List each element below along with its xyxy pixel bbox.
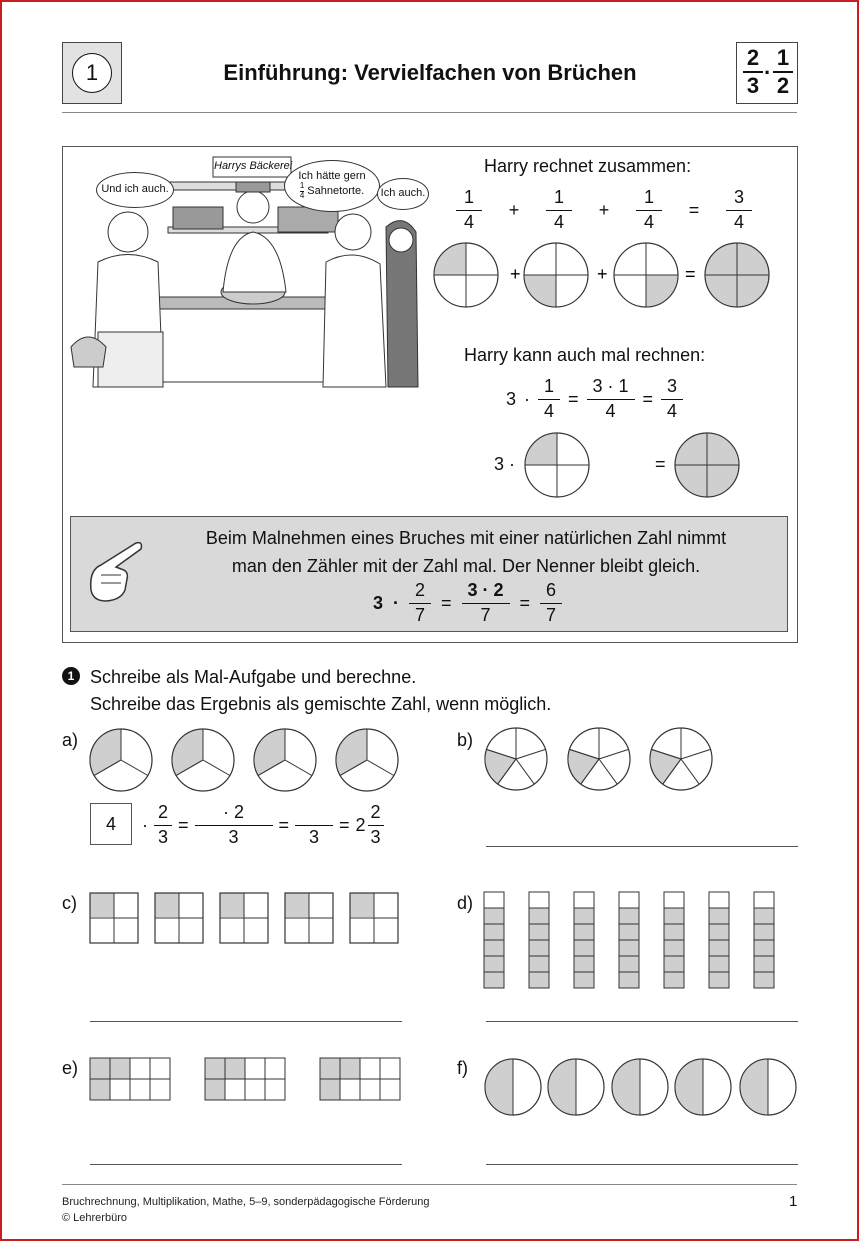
grid-quarter-4 bbox=[285, 893, 333, 943]
page-number: 1 bbox=[789, 1193, 798, 1210]
mult-mid-den: 4 bbox=[605, 401, 616, 422]
bubble-frac-num: 1 bbox=[299, 181, 305, 191]
half-pie-2 bbox=[548, 1059, 604, 1115]
mult-eq1: = bbox=[568, 389, 579, 410]
strip-5 bbox=[664, 892, 684, 988]
rule-res-num: 6 bbox=[546, 580, 557, 600]
rule-eq1: = bbox=[441, 593, 452, 614]
task-a-mid-num: · 2 bbox=[223, 802, 245, 822]
mult-den: 4 bbox=[544, 401, 555, 422]
task-d-strips bbox=[482, 890, 782, 994]
mult-factor: 3 bbox=[506, 389, 517, 410]
pie-three-quarters-mult bbox=[675, 433, 739, 497]
footer-line1: Bruchrechnung, Multiplikation, Mathe, 5–9, sonderpädagogische Förderung bbox=[62, 1196, 430, 1208]
third-pie-1 bbox=[90, 729, 152, 791]
logo-dot: · bbox=[764, 60, 772, 85]
pie-quarter-1 bbox=[434, 243, 498, 307]
task-f-answer-line[interactable] bbox=[486, 1164, 798, 1165]
logo-a-den: 3 bbox=[746, 73, 760, 98]
grid-quarter-3 bbox=[220, 893, 268, 943]
strip-7 bbox=[754, 892, 774, 988]
mult-eq2: = bbox=[642, 389, 654, 410]
task-a-res-num: 2 bbox=[370, 802, 381, 822]
rule-den: 7 bbox=[415, 605, 426, 626]
exercise-bullet: 1 bbox=[62, 667, 80, 685]
task-e-label: e) bbox=[62, 1058, 79, 1078]
fifth-pie-1 bbox=[485, 728, 547, 790]
task-a-num: 2 bbox=[157, 802, 168, 822]
pie-equals: = bbox=[655, 454, 666, 474]
footer-copyright: © Lehrerbüro bbox=[62, 1212, 127, 1224]
pointing-hand-icon bbox=[81, 535, 151, 605]
sum-frac2-num: 1 bbox=[553, 187, 564, 207]
grid-eighths-2 bbox=[205, 1058, 285, 1100]
logo-a-num: 2 bbox=[746, 45, 760, 70]
task-a-res-den: 3 bbox=[370, 827, 381, 848]
pie-quarter-2 bbox=[524, 243, 588, 307]
task-c-label: c) bbox=[62, 893, 77, 913]
pie-three-quarters bbox=[705, 243, 769, 307]
fifth-pie-3 bbox=[650, 728, 712, 790]
rule-mid-num: 3 · 2 bbox=[467, 580, 504, 600]
mult-dot: · bbox=[524, 389, 531, 410]
task-b-answer-line[interactable] bbox=[486, 846, 798, 847]
task-b-pies bbox=[483, 726, 718, 792]
addition-pies bbox=[432, 240, 774, 310]
rule-res-den: 7 bbox=[546, 605, 557, 626]
half-pie-3 bbox=[612, 1059, 668, 1115]
task-c-answer-line[interactable] bbox=[90, 1021, 402, 1022]
grid-quarter-2 bbox=[155, 893, 203, 943]
rule-line2: man den Zähler mit der Zahl mal. Der Nenner bleibt gleich. bbox=[231, 556, 701, 576]
multiplication-pies bbox=[524, 430, 744, 502]
task-a-dot: · bbox=[142, 815, 148, 836]
sum-result-num: 3 bbox=[733, 187, 744, 207]
svg-text:=: = bbox=[685, 264, 696, 284]
heading-multiplication: Harry kann auch mal rechnen: bbox=[464, 345, 706, 365]
logo-b-num: 1 bbox=[776, 45, 790, 70]
task-c-grids bbox=[88, 891, 406, 947]
grid-eighths-3 bbox=[320, 1058, 400, 1100]
sum-frac3-den: 4 bbox=[643, 212, 654, 233]
rule-num: 2 bbox=[415, 580, 426, 600]
speech-bubble-right: Ich auch. bbox=[377, 178, 429, 210]
speech-bubble-middle bbox=[284, 160, 380, 212]
sum-frac3-num: 1 bbox=[643, 187, 654, 207]
half-pie-4 bbox=[675, 1059, 731, 1115]
task-a-blank-den: 3 bbox=[309, 827, 320, 848]
task-a-equation bbox=[142, 803, 384, 848]
third-pie-2 bbox=[172, 729, 234, 791]
bubble-frac-den: 4 bbox=[299, 191, 305, 201]
speech-bubble-left: Und ich auch. bbox=[96, 172, 174, 208]
task-a-label: a) bbox=[62, 730, 79, 750]
task-e-grids bbox=[88, 1056, 406, 1104]
fraction-logo bbox=[736, 42, 798, 104]
mult-num: 1 bbox=[544, 376, 555, 396]
task-f-pies bbox=[483, 1056, 801, 1118]
shop-sign: Harrys Bäckerei bbox=[214, 160, 293, 172]
footer-rule bbox=[62, 1184, 797, 1185]
plus-sign-2: + bbox=[598, 200, 610, 221]
task-a-answer-box[interactable]: 4 bbox=[90, 803, 132, 845]
fifth-pie-2 bbox=[568, 728, 630, 790]
grid-quarter-1 bbox=[90, 893, 138, 943]
strip-2 bbox=[529, 892, 549, 988]
svg-text:+: + bbox=[510, 264, 521, 284]
logo-b-den: 2 bbox=[776, 73, 790, 98]
task-a-mid-den: 3 bbox=[228, 827, 239, 848]
pie-factor: 3 · bbox=[494, 454, 516, 474]
chapter-number-box bbox=[62, 42, 122, 104]
bubble-middle-line2: Sahnetorte. bbox=[307, 184, 365, 197]
mult-mid-num: 3 · 1 bbox=[592, 376, 629, 396]
rule-mid-den: 7 bbox=[480, 605, 491, 626]
task-b-label: b) bbox=[457, 730, 474, 750]
rule-line1: Beim Malnehmen eines Bruches mit einer natürlichen Zahl nimmt bbox=[205, 528, 727, 548]
svg-text:+: + bbox=[597, 264, 608, 284]
strip-3 bbox=[574, 892, 594, 988]
plus-sign-1: + bbox=[508, 200, 520, 221]
task-a-eq3: = bbox=[339, 815, 350, 836]
exercise-line1: Schreibe als Mal-Aufgabe und berechne. bbox=[90, 667, 417, 687]
strip-1 bbox=[484, 892, 504, 988]
strip-6 bbox=[709, 892, 729, 988]
strip-4 bbox=[619, 892, 639, 988]
exercise-line2: Schreibe das Ergebnis als gemischte Zahl, wenn möglich. bbox=[90, 694, 552, 714]
task-a-eq1: = bbox=[178, 815, 189, 836]
half-pie-1 bbox=[485, 1059, 541, 1115]
task-a-eq2: = bbox=[278, 815, 290, 836]
header-rule bbox=[62, 112, 797, 113]
task-a-den: 3 bbox=[157, 827, 168, 848]
rule-example bbox=[373, 581, 562, 626]
rule-factor: 3 bbox=[373, 593, 384, 614]
equals-sign: = bbox=[688, 200, 700, 221]
grid-eighths-1 bbox=[90, 1058, 170, 1100]
bubble-middle-line1: Ich hätte gern bbox=[298, 169, 366, 182]
pie-quarter-mult bbox=[525, 433, 589, 497]
addition-equation bbox=[456, 188, 752, 233]
sum-frac2-den: 4 bbox=[553, 212, 564, 233]
sum-frac1-den: 4 bbox=[463, 212, 474, 233]
task-e-answer-line[interactable] bbox=[90, 1164, 402, 1165]
mult-res-num: 3 bbox=[667, 376, 678, 396]
pie-quarter-3 bbox=[614, 243, 678, 307]
task-d-answer-line[interactable] bbox=[486, 1021, 798, 1022]
rule-eq2: = bbox=[519, 593, 531, 614]
task-a-whole: 2 bbox=[355, 815, 366, 836]
sum-frac1-num: 1 bbox=[463, 187, 474, 207]
chapter-number: 1 bbox=[72, 53, 112, 93]
multiplication-equation bbox=[506, 377, 683, 422]
task-a-pies bbox=[88, 727, 403, 793]
page-title: Einführung: Vervielfachen von Brüchen bbox=[223, 60, 637, 85]
half-pie-5 bbox=[740, 1059, 796, 1115]
heading-addition: Harry rechnet zusammen: bbox=[484, 156, 692, 176]
third-pie-3 bbox=[254, 729, 316, 791]
third-pie-4 bbox=[336, 729, 398, 791]
task-f-label: f) bbox=[457, 1058, 468, 1078]
sum-result-den: 4 bbox=[733, 212, 744, 233]
rule-dot: · bbox=[393, 593, 400, 614]
grid-quarter-5 bbox=[350, 893, 398, 943]
mult-res-den: 4 bbox=[667, 401, 678, 422]
task-d-label: d) bbox=[457, 893, 474, 913]
rule-box bbox=[70, 516, 788, 632]
